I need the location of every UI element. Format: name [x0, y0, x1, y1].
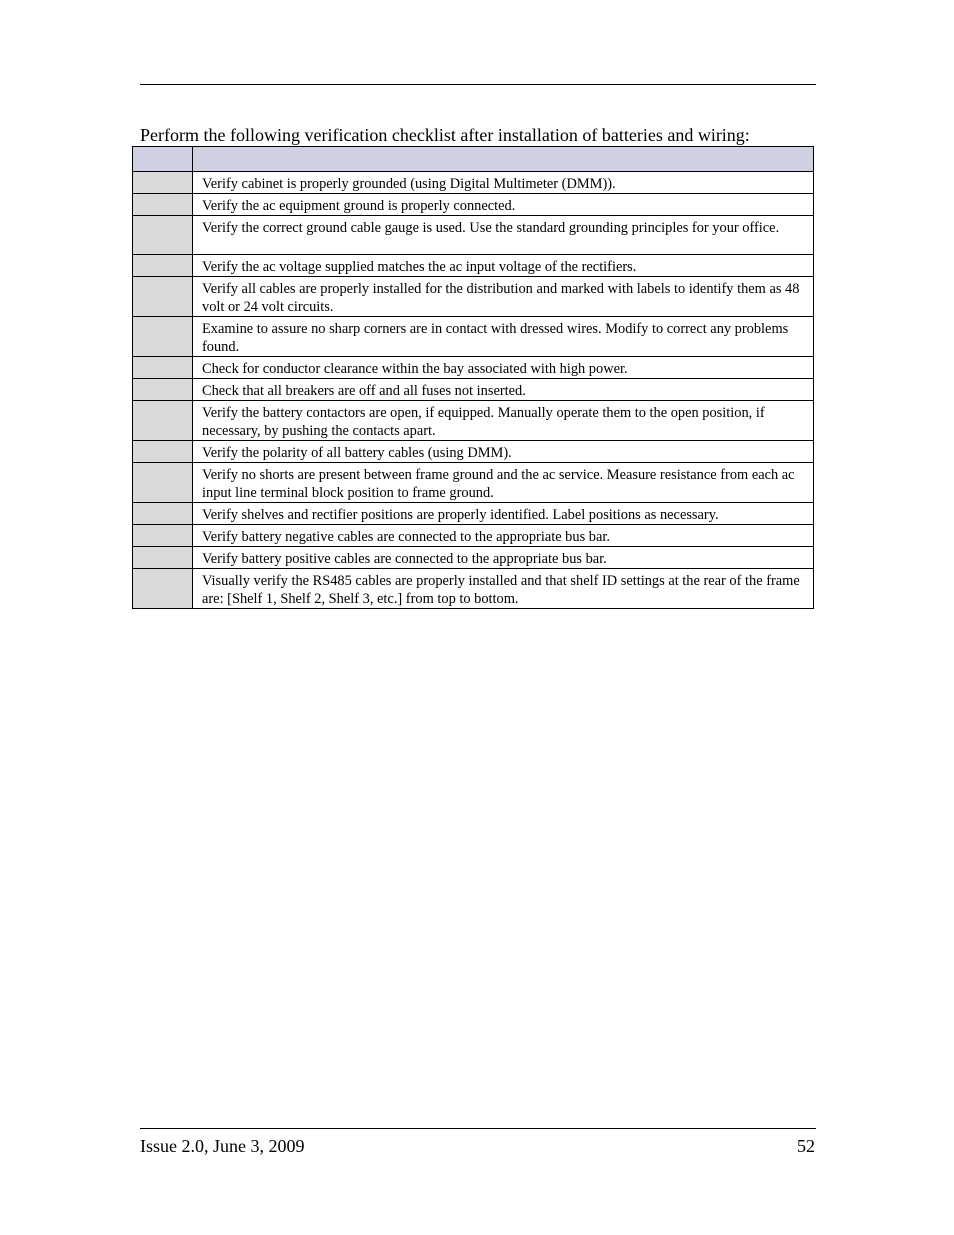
- table-row: [133, 379, 814, 401]
- footer-page-number: 52: [797, 1136, 815, 1156]
- table-row: [133, 401, 814, 441]
- check-cell[interactable]: [133, 277, 193, 317]
- table-header-row: [133, 147, 814, 172]
- table-row: [133, 463, 814, 503]
- checklist-item: Visually verify the RS485 cables are properly installed and that shelf ID settings at the rear of the frame are: [Shelf 1, Shelf 2, Shelf 3, etc.] from top to bottom.: [193, 569, 814, 609]
- header-rule: [140, 84, 816, 85]
- checklist-item: Examine to assure no sharp corners are in contact with dressed wires. Modify to correct any problems found.: [193, 317, 814, 357]
- check-cell[interactable]: [133, 463, 193, 503]
- checklist-item: Verify battery positive cables are connected to the appropriate bus bar.: [193, 547, 814, 569]
- intro-paragraph: Perform the following verification checklist after installation of batteries and wiring:: [140, 125, 750, 145]
- check-cell[interactable]: [133, 547, 193, 569]
- table-row: [133, 277, 814, 317]
- table-row: [133, 317, 814, 357]
- table-row: [133, 547, 814, 569]
- check-cell[interactable]: [133, 525, 193, 547]
- checklist-item: Verify shelves and rectifier positions are properly identified. Label positions as necessary.: [193, 503, 814, 525]
- check-cell[interactable]: [133, 503, 193, 525]
- footer-rule: [140, 1128, 816, 1129]
- footer-issue-date: Issue 2.0, June 3, 2009: [140, 1136, 305, 1156]
- table-row: [133, 525, 814, 547]
- checklist-item: Verify the ac voltage supplied matches the ac input voltage of the rectifiers.: [193, 255, 814, 277]
- table-row: [133, 569, 814, 609]
- check-cell[interactable]: [133, 317, 193, 357]
- check-cell[interactable]: [133, 255, 193, 277]
- check-cell[interactable]: [133, 216, 193, 255]
- check-cell[interactable]: [133, 401, 193, 441]
- table-row: [133, 441, 814, 463]
- check-cell[interactable]: [133, 194, 193, 216]
- verification-checklist-table: [132, 146, 814, 609]
- table-row: [133, 503, 814, 525]
- checklist-item: Verify the ac equipment ground is properly connected.: [193, 194, 814, 216]
- checklist-item: Check that all breakers are off and all fuses not inserted.: [193, 379, 814, 401]
- table-row: [133, 255, 814, 277]
- table-row: [133, 357, 814, 379]
- checklist-item: Verify the polarity of all battery cables (using DMM).: [193, 441, 814, 463]
- table-row: [133, 216, 814, 255]
- checklist-item: Verify the battery contactors are open, if equipped. Manually operate them to the open position, if necessary, by pushing the contacts apart.: [193, 401, 814, 441]
- check-cell[interactable]: [133, 379, 193, 401]
- checklist-item: Verify all cables are properly installed for the distribution and marked with labels to identify them as 48 volt or 24 volt circuits.: [193, 277, 814, 317]
- checklist-item: Verify no shorts are present between frame ground and the ac service. Measure resistance from each ac input line terminal block position to frame ground.: [193, 463, 814, 503]
- checklist-item: Verify battery negative cables are connected to the appropriate bus bar.: [193, 525, 814, 547]
- check-cell[interactable]: [133, 172, 193, 194]
- check-cell[interactable]: [133, 441, 193, 463]
- check-cell[interactable]: [133, 569, 193, 609]
- checklist-item: Verify cabinet is properly grounded (using Digital Multimeter (DMM)).: [193, 172, 814, 194]
- checklist-item: Check for conductor clearance within the bay associated with high power.: [193, 357, 814, 379]
- header-cell-check: [133, 147, 193, 172]
- table-row: [133, 172, 814, 194]
- table-row: [133, 194, 814, 216]
- checklist-item: Verify the correct ground cable gauge is used. Use the standard grounding principles for your office.: [193, 216, 814, 255]
- check-cell[interactable]: [133, 357, 193, 379]
- header-cell-item: [193, 147, 814, 172]
